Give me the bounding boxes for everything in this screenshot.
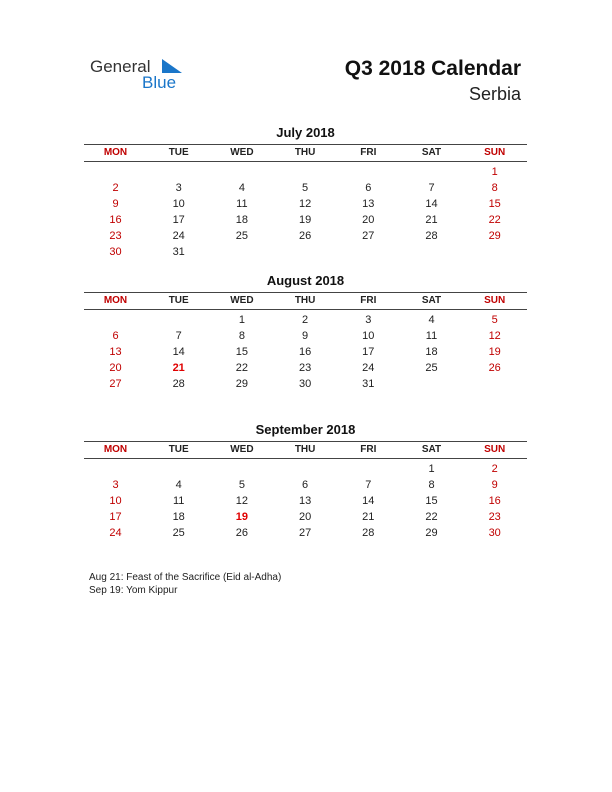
weekday-label: MON xyxy=(103,147,128,158)
weekday-label: MON xyxy=(103,295,128,306)
day-cell: 23 xyxy=(109,230,122,242)
weekday-label: WED xyxy=(230,295,254,306)
day-cell: 27 xyxy=(109,378,122,390)
day-cell: 6 xyxy=(112,330,119,342)
day-cell: 22 xyxy=(488,214,501,226)
day-cell: 22 xyxy=(425,511,438,523)
weekday-header-row xyxy=(84,144,527,162)
day-cell: 29 xyxy=(235,378,249,390)
weekday-label: SAT xyxy=(421,147,442,158)
day-grid xyxy=(84,162,527,262)
weekday-label: THU xyxy=(294,295,316,306)
day-cell: 27 xyxy=(362,230,375,242)
day-cell: 15 xyxy=(488,198,501,210)
weekday-label: TUE xyxy=(168,295,189,306)
month-title: September 2018 xyxy=(255,422,356,437)
weekday-label: MON xyxy=(103,444,128,455)
day-cell: 11 xyxy=(236,198,248,210)
day-cell: 16 xyxy=(298,346,312,358)
day-cell: 24 xyxy=(362,362,375,374)
weekday-header-row xyxy=(84,441,527,459)
day-cell: 2 xyxy=(112,182,119,194)
day-cell: 13 xyxy=(362,198,375,210)
day-cell: 30 xyxy=(298,378,312,390)
day-cell: 1 xyxy=(238,314,245,326)
day-cell: 31 xyxy=(362,378,375,390)
day-cell: 4 xyxy=(175,479,182,491)
day-cell: 3 xyxy=(365,314,372,326)
day-cell: 19 xyxy=(235,511,249,523)
weekday-label: SUN xyxy=(484,444,506,455)
day-cell: 2 xyxy=(491,463,498,475)
day-cell: 17 xyxy=(109,511,122,523)
day-cell: 13 xyxy=(109,346,122,358)
day-cell: 25 xyxy=(172,527,185,539)
day-cell: 23 xyxy=(488,511,501,523)
day-cell: 21 xyxy=(172,362,185,374)
weekday-label: WED xyxy=(230,444,254,455)
day-cell: 9 xyxy=(491,479,498,491)
day-cell: 1 xyxy=(428,463,435,475)
month-title: July 2018 xyxy=(276,125,335,140)
day-cell: 8 xyxy=(428,479,435,491)
month-august xyxy=(84,273,527,394)
weekday-label: FRI xyxy=(360,295,377,306)
day-cell: 29 xyxy=(425,527,438,539)
logo-text-blue: Blue xyxy=(142,73,177,92)
day-cell: 17 xyxy=(362,346,375,358)
day-cell: 28 xyxy=(362,527,375,539)
page-title: Q3 2018 Calendar xyxy=(344,57,521,80)
day-cell: 22 xyxy=(235,362,249,374)
weekday-label: SUN xyxy=(484,295,506,306)
day-cell: 21 xyxy=(362,511,375,523)
weekday-label: TUE xyxy=(168,147,189,158)
day-cell: 27 xyxy=(298,527,312,539)
day-cell: 25 xyxy=(235,230,249,242)
day-cell: 24 xyxy=(172,230,185,242)
day-cell: 26 xyxy=(235,527,249,539)
day-cell: 31 xyxy=(172,246,185,258)
day-cell: 12 xyxy=(235,495,249,507)
day-cell: 21 xyxy=(425,214,438,226)
day-cell: 28 xyxy=(172,378,185,390)
day-cell: 5 xyxy=(302,182,309,194)
day-cell: 10 xyxy=(109,495,122,507)
weekday-label: SAT xyxy=(421,295,442,306)
month-july xyxy=(84,125,527,262)
day-cell: 24 xyxy=(109,527,122,539)
day-cell: 8 xyxy=(491,182,498,194)
day-grid xyxy=(84,310,527,394)
day-cell: 10 xyxy=(362,330,375,342)
day-cell: 6 xyxy=(365,182,372,194)
logo xyxy=(90,57,200,93)
day-cell: 17 xyxy=(172,214,185,226)
holiday-notes xyxy=(89,571,281,597)
day-cell: 3 xyxy=(112,479,119,491)
day-cell: 18 xyxy=(425,346,438,358)
weekday-label: FRI xyxy=(360,147,377,158)
weekday-label: WED xyxy=(230,147,254,158)
weekday-header-row xyxy=(84,292,527,310)
day-cell: 25 xyxy=(425,362,438,374)
day-cell: 18 xyxy=(172,511,185,523)
day-cell: 14 xyxy=(362,495,375,507)
country-name: Serbia xyxy=(468,84,521,104)
day-cell: 15 xyxy=(235,346,249,358)
day-cell: 30 xyxy=(488,527,501,539)
month-september xyxy=(84,422,527,543)
day-cell: 26 xyxy=(488,362,501,374)
day-grid xyxy=(84,459,527,543)
day-cell: 9 xyxy=(302,330,309,342)
day-cell: 30 xyxy=(109,246,122,258)
weekday-label: THU xyxy=(294,444,316,455)
day-cell: 16 xyxy=(109,214,122,226)
day-cell: 13 xyxy=(298,495,312,507)
day-cell: 12 xyxy=(298,198,312,210)
day-cell: 29 xyxy=(488,230,501,242)
day-cell: 23 xyxy=(298,362,312,374)
day-cell: 14 xyxy=(172,346,185,358)
day-cell: 18 xyxy=(235,214,249,226)
holiday-note: Aug 21: Feast of the Sacrifice (Eid al-Adha) xyxy=(89,572,282,583)
day-cell: 8 xyxy=(238,330,245,342)
weekday-label: TUE xyxy=(168,444,189,455)
day-cell: 10 xyxy=(172,198,185,210)
logo-text-general: General xyxy=(90,57,151,76)
day-cell: 14 xyxy=(425,198,438,210)
weekday-label: SAT xyxy=(421,444,442,455)
day-cell: 19 xyxy=(488,346,501,358)
day-cell: 1 xyxy=(491,166,498,178)
weekday-label: THU xyxy=(294,147,316,158)
day-cell: 9 xyxy=(112,198,119,210)
day-cell: 7 xyxy=(175,330,182,342)
holiday-note: Sep 19: Yom Kippur xyxy=(89,585,178,596)
day-cell: 15 xyxy=(425,495,438,507)
weekday-label: SUN xyxy=(484,147,506,158)
day-cell: 2 xyxy=(302,314,309,326)
day-cell: 20 xyxy=(298,511,312,523)
day-cell: 5 xyxy=(238,479,245,491)
day-cell: 4 xyxy=(238,182,245,194)
day-cell: 19 xyxy=(298,214,312,226)
day-cell: 16 xyxy=(488,495,501,507)
day-cell: 6 xyxy=(302,479,309,491)
weekday-label: FRI xyxy=(360,444,377,455)
month-title: August 2018 xyxy=(266,273,345,288)
day-cell: 7 xyxy=(365,479,372,491)
day-cell: 5 xyxy=(491,314,498,326)
day-cell: 11 xyxy=(172,495,185,507)
day-cell: 4 xyxy=(428,314,435,326)
day-cell: 20 xyxy=(109,362,122,374)
day-cell: 26 xyxy=(298,230,312,242)
day-cell: 28 xyxy=(425,230,438,242)
day-cell: 11 xyxy=(425,330,438,342)
day-cell: 3 xyxy=(175,182,182,194)
day-cell: 12 xyxy=(488,330,501,342)
day-cell: 7 xyxy=(428,182,435,194)
day-cell: 20 xyxy=(362,214,375,226)
